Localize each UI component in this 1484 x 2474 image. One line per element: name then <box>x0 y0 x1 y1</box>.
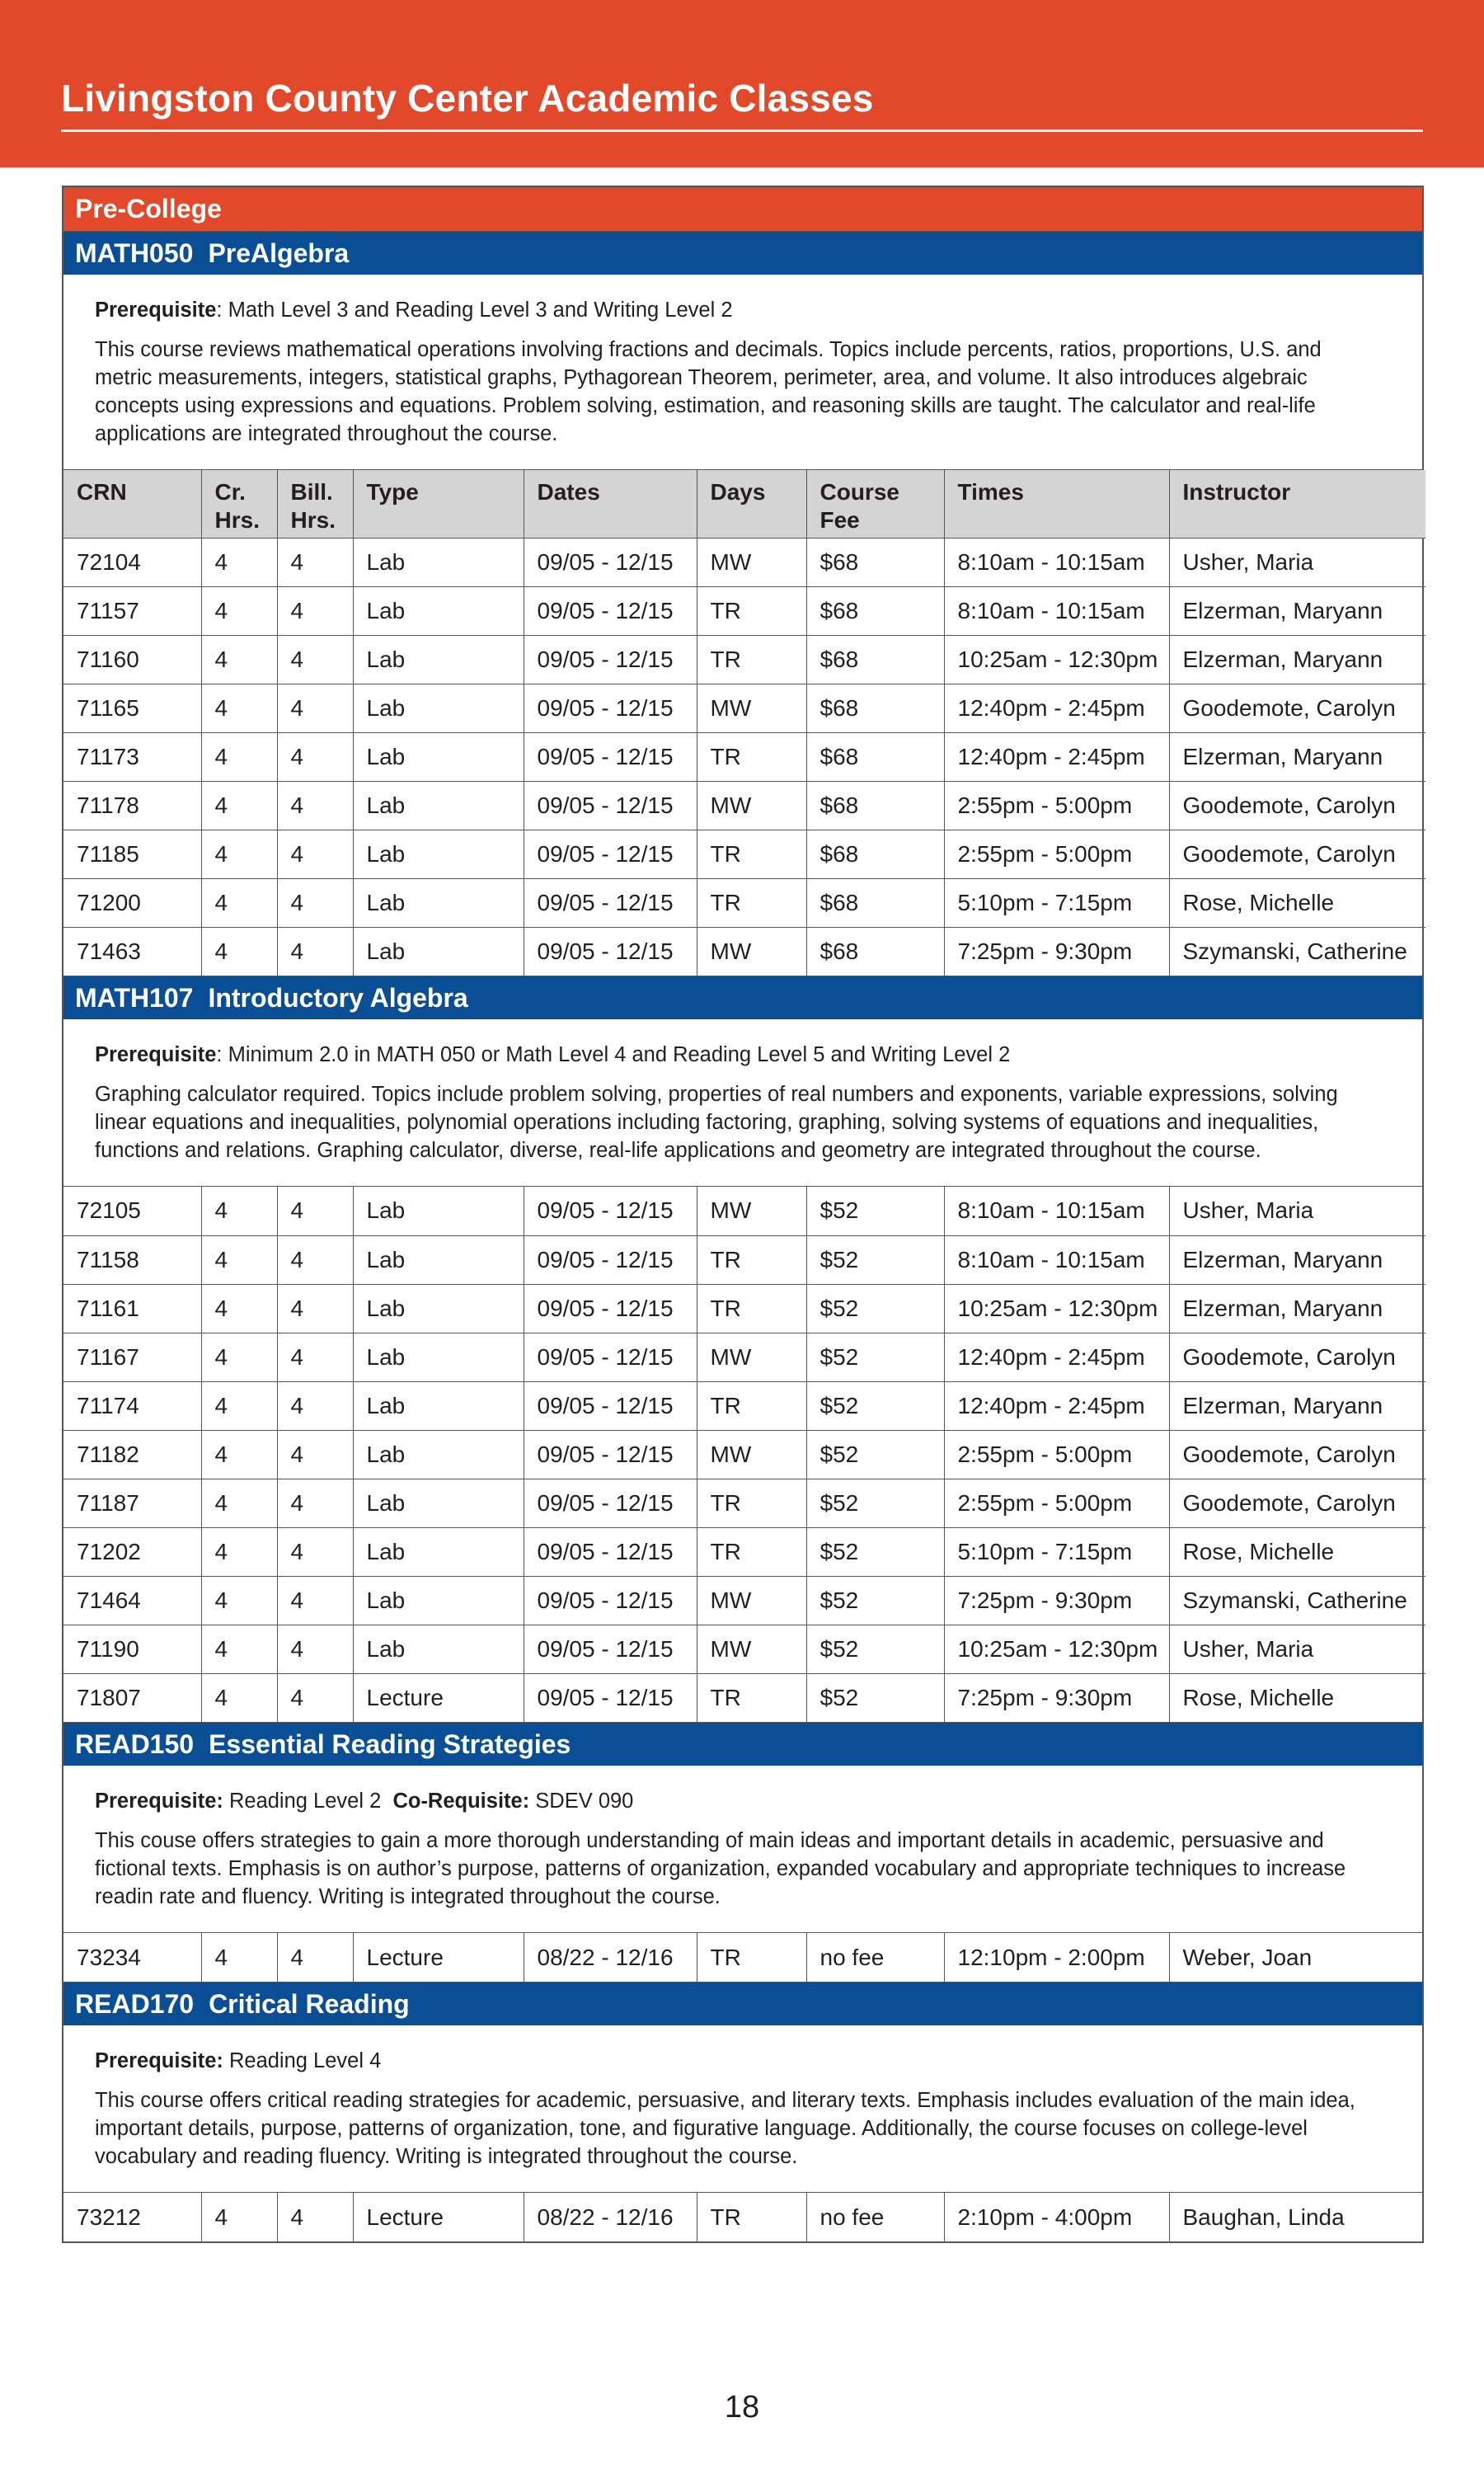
cell-cr-hrs: 4 <box>201 1333 277 1381</box>
table-row <box>63 1187 1425 1235</box>
cell-type: Lab <box>353 927 524 976</box>
cell-bill-hrs: 4 <box>277 1381 353 1430</box>
cell-type: Lab <box>353 538 524 586</box>
cell-days: TR <box>697 1479 806 1527</box>
cell-instructor: Goodemote, Carolyn <box>1169 684 1425 732</box>
cell-course-fee: $52 <box>806 1527 944 1576</box>
cell-bill-hrs: 4 <box>277 1625 353 1673</box>
section-table <box>63 2193 1425 2241</box>
cell-course-fee: $68 <box>806 927 944 976</box>
cell-type: Lab <box>353 1527 524 1576</box>
cell-dates: 09/05 - 12/15 <box>524 732 697 781</box>
cell-crn: 71187 <box>63 1479 201 1527</box>
cell-cr-hrs: 4 <box>201 781 277 830</box>
cell-bill-hrs: 4 <box>277 1527 353 1576</box>
prerequisite-label: Prerequisite <box>95 1043 217 1066</box>
course-code: MATH107 <box>75 983 194 1013</box>
cell-days: MW <box>697 684 806 732</box>
cell-course-fee: $52 <box>806 1479 944 1527</box>
table-row <box>63 1576 1425 1625</box>
cell-cr-hrs: 4 <box>201 1933 277 1982</box>
cell-instructor: Goodemote, Carolyn <box>1169 1430 1425 1479</box>
course-header <box>63 231 1422 275</box>
cell-dates: 09/05 - 12/15 <box>524 1333 697 1381</box>
cell-type: Lecture <box>353 1673 524 1722</box>
cell-dates: 09/05 - 12/15 <box>524 684 697 732</box>
table-row <box>63 1527 1425 1576</box>
cell-instructor: Rose, Michelle <box>1182 1684 1335 1710</box>
corequisite-label: Co-Requisite: <box>392 1790 530 1813</box>
table-row <box>63 878 1425 927</box>
cell-course-fee: $68 <box>806 781 944 830</box>
prerequisite-line <box>95 1041 1356 1069</box>
course-name: Introductory Algebra <box>208 983 468 1013</box>
table-row <box>63 1284 1425 1333</box>
cell-days: MW <box>697 1333 806 1381</box>
course-code: READ150 <box>75 1729 195 1759</box>
cell-crn: 73212 <box>63 2193 201 2241</box>
course-name: Essential Reading Strategies <box>209 1729 571 1759</box>
cell-crn: 71167 <box>63 1333 201 1381</box>
table-row <box>63 927 1425 976</box>
cell-course-fee: $68 <box>806 878 944 927</box>
cell-cr-hrs: 4 <box>201 1381 277 1430</box>
cell-cr-hrs: 4 <box>201 830 277 878</box>
section-table <box>63 1187 1425 1722</box>
cell-cr-hrs: 4 <box>201 586 277 635</box>
cell-bill-hrs: 4 <box>277 781 353 830</box>
table-row <box>63 1333 1425 1381</box>
cell-type: Lecture <box>353 1933 524 1982</box>
cell-bill-hrs: 4 <box>277 1430 353 1479</box>
cell-days: MW <box>697 1187 806 1235</box>
cell-dates: 09/05 - 12/15 <box>524 1625 697 1673</box>
table-row <box>63 830 1425 878</box>
cell-type: Lab <box>353 1284 524 1333</box>
cell-cr-hrs: 4 <box>201 1284 277 1333</box>
table-row <box>63 586 1425 635</box>
cell-type: Lab <box>353 684 524 732</box>
course-description-block <box>63 1019 1422 1187</box>
cell-cr-hrs: 4 <box>201 878 277 927</box>
cell-dates: 09/05 - 12/15 <box>524 1381 697 1430</box>
cell-instructor: Szymanski, Catherine <box>1169 1576 1425 1625</box>
cell-times: 7:25pm - 9:30pm <box>944 927 1169 976</box>
cell-days: TR <box>697 1673 806 1722</box>
cell-type: Lab <box>353 732 524 781</box>
cell-crn: 71161 <box>63 1284 201 1333</box>
cell-type: Lab <box>353 878 524 927</box>
cell-crn: 71165 <box>63 684 201 732</box>
cell-times: 10:25am - 12:30pm <box>944 1625 1169 1673</box>
cell-dates: 09/05 - 12/15 <box>524 586 697 635</box>
cell-course-fee: $68 <box>806 586 944 635</box>
cell-cr-hrs: 4 <box>201 1673 277 1722</box>
prerequisite-text: Reading Level 2 <box>223 1790 382 1813</box>
cell-bill-hrs: 4 <box>277 2193 353 2241</box>
cell-crn: 71157 <box>63 586 201 635</box>
cell-dates: 09/05 - 12/15 <box>524 781 697 830</box>
cell-crn: 71463 <box>63 927 201 976</box>
cell-course-fee: $52 <box>806 1430 944 1479</box>
cell-instructor: Rose, Michelle <box>1169 1527 1425 1576</box>
course-description-block <box>63 1766 1422 1933</box>
prerequisite-label: Prerequisite <box>95 299 217 322</box>
prerequisite-text: Reading Level 4 <box>223 2049 382 2072</box>
course-name: Critical Reading <box>209 1989 410 2019</box>
cell-days: TR <box>697 635 806 684</box>
cell-crn: 71200 <box>63 878 201 927</box>
cell-bill-hrs: 4 <box>277 878 353 927</box>
cell-instructor: Usher, Maria <box>1169 538 1425 586</box>
cell-crn: 71158 <box>63 1235 201 1284</box>
table-row <box>63 1625 1425 1673</box>
cell-cr-hrs: 4 <box>201 1625 277 1673</box>
table-row <box>63 1381 1425 1430</box>
cell-times: 7:25pm - 9:30pm <box>944 1673 1169 1722</box>
cell-course-fee: $52 <box>806 1381 944 1430</box>
cell-crn: 73234 <box>63 1933 201 1982</box>
prerequisite-line <box>95 2047 1356 2075</box>
cell-dates: 09/05 - 12/15 <box>524 1527 697 1576</box>
course-description: This course reviews mathematical operations involving fractions and decimals. Topics include percents, ratios, proportions, U.S. and metric measurements, integers, statistical graphs, Pythagorean Theorem, perimeter, area, and volume. It also introduces algebraic concepts using expressions and equations. Problem solving, estimation, and reasoning skills are taught. The calculator and real-life applications are integrated throughout the course. <box>95 338 1322 445</box>
cell-type: Lab <box>353 635 524 684</box>
column-header-days: Days <box>697 470 806 538</box>
cell-instructor: Elzerman, Maryann <box>1169 586 1425 635</box>
cell-dates: 09/05 - 12/15 <box>524 1576 697 1625</box>
course-description: This course offers critical reading strategies for academic, persuasive, and literary texts. Emphasis includes evaluation of the main idea, important details, purpose, patterns of organization, tone, and figurative language. Additionally, the course focuses on college-level vocabulary and reading fluency. Writing is integrated throughout the course. <box>95 2089 1355 2168</box>
cell-times: 7:25pm - 9:30pm <box>944 1576 1169 1625</box>
cell-times: 12:10pm - 2:00pm <box>944 1933 1169 1982</box>
prerequisite-line <box>95 1787 1356 1815</box>
cell-bill-hrs: 4 <box>277 635 353 684</box>
page-banner <box>0 0 1484 167</box>
cell-times: 12:40pm - 2:45pm <box>944 1381 1169 1430</box>
title-underline <box>61 129 1423 132</box>
cell-bill-hrs: 4 <box>277 538 353 586</box>
cell-course-fee: $52 <box>806 1284 944 1333</box>
table-row <box>63 1235 1425 1284</box>
cell-dates: 09/05 - 12/15 <box>524 830 697 878</box>
column-header-crn: CRN <box>63 470 201 538</box>
section-table <box>63 1933 1425 1982</box>
cell-times: 8:10am - 10:15am <box>944 1235 1169 1284</box>
cell-cr-hrs: 4 <box>201 538 277 586</box>
cell-dates: 08/22 - 12/16 <box>524 2193 697 2241</box>
cell-times: 2:55pm - 5:00pm <box>944 781 1169 830</box>
cell-instructor: Goodemote, Carolyn <box>1169 830 1425 878</box>
table-row <box>63 732 1425 781</box>
cell-days: MW <box>697 538 806 586</box>
cell-course-fee: $52 <box>806 1235 944 1284</box>
prerequisite-label: Prerequisite: <box>95 1790 223 1813</box>
page-number: 18 <box>724 2390 760 2425</box>
course-code: READ170 <box>75 1989 195 2019</box>
course-code: MATH050 <box>75 238 194 268</box>
cell-times: 12:40pm - 2:45pm <box>944 684 1169 732</box>
cell-days: MW <box>697 1625 806 1673</box>
cell-crn: 71190 <box>63 1625 201 1673</box>
cell-crn: 72104 <box>63 538 201 586</box>
cell-bill-hrs: 4 <box>277 586 353 635</box>
cell-instructor: Elzerman, Maryann <box>1169 732 1425 781</box>
cell-cr-hrs: 4 <box>201 1479 277 1527</box>
corequisite-text: SDEV 090 <box>529 1790 634 1813</box>
cell-crn: 71185 <box>63 830 201 878</box>
cell-dates: 08/22 - 12/16 <box>524 1933 697 1982</box>
cell-course-fee: no fee <box>806 2193 944 2241</box>
cell-bill-hrs: 4 <box>277 1284 353 1333</box>
cell-times: 8:10am - 10:15am <box>944 538 1169 586</box>
course-description: This couse offers strategies to gain a more thorough understanding of main ideas and important details in academic, persuasive and fictional texts. Emphasis is on author’s purpose, patterns of organization, expanded vocabulary and appropriate techniques to increase readin rate and fluency. Writing is integrated throughout the course. <box>95 1829 1346 1908</box>
cell-days: TR <box>697 586 806 635</box>
table-row <box>63 1430 1425 1479</box>
table-row <box>63 781 1425 830</box>
column-header-times: Times <box>944 470 1169 538</box>
cell-cr-hrs: 4 <box>201 927 277 976</box>
section-table <box>63 470 1425 976</box>
cell-days: MW <box>697 927 806 976</box>
cell-dates: 09/05 - 12/15 <box>524 1479 697 1527</box>
cell-type: Lab <box>353 1235 524 1284</box>
table-row <box>63 2193 1425 2241</box>
cell-type: Lab <box>353 586 524 635</box>
cell-cr-hrs: 4 <box>201 1527 277 1576</box>
table-row <box>63 684 1425 732</box>
cell-times: 2:10pm - 4:00pm <box>944 2193 1169 2241</box>
cell-course-fee: $68 <box>806 830 944 878</box>
cell-times: 5:10pm - 7:15pm <box>944 878 1169 927</box>
cell-bill-hrs: 4 <box>277 1576 353 1625</box>
cell-dates: 09/05 - 12/15 <box>524 1430 697 1479</box>
cell-crn: 72105 <box>63 1187 201 1235</box>
cell-days: MW <box>697 1430 806 1479</box>
cell-cr-hrs: 4 <box>201 1235 277 1284</box>
cell-bill-hrs: 4 <box>277 1333 353 1381</box>
cell-crn: 71173 <box>63 732 201 781</box>
cell-instructor: Goodemote, Carolyn <box>1169 781 1425 830</box>
cell-crn: 71178 <box>63 781 201 830</box>
cell-times: 10:25am - 12:30pm <box>944 635 1169 684</box>
table-row <box>63 538 1425 586</box>
cell-course-fee: $68 <box>806 684 944 732</box>
column-header-instructor: Instructor <box>1169 470 1425 538</box>
cell-times: 12:40pm - 2:45pm <box>944 1333 1169 1381</box>
page-title: Livingston County Center Academic Classes <box>61 77 874 120</box>
cell-instructor: Goodemote, Carolyn <box>1169 1333 1425 1381</box>
cell-times: 5:10pm - 7:15pm <box>944 1527 1169 1576</box>
cell-times: 2:55pm - 5:00pm <box>944 1479 1169 1527</box>
cell-instructor: Elzerman, Maryann <box>1169 1381 1425 1430</box>
table-row <box>63 1673 1425 1722</box>
cell-course-fee: $52 <box>806 1576 944 1625</box>
cell-cr-hrs: 4 <box>201 2193 277 2241</box>
cell-cr-hrs: 4 <box>201 1576 277 1625</box>
cell-cr-hrs: 4 <box>201 635 277 684</box>
cell-crn: 71182 <box>63 1430 201 1479</box>
cell-instructor: Weber, Joan <box>1182 1944 1313 1970</box>
cell-days: TR <box>697 732 806 781</box>
cell-type: Lab <box>353 1333 524 1381</box>
prerequisite-label: Prerequisite: <box>95 2049 223 2072</box>
cell-type: Lecture <box>353 2193 524 2241</box>
course-description-block <box>63 275 1422 470</box>
cell-course-fee: $52 <box>806 1187 944 1235</box>
cell-days: TR <box>697 2193 806 2241</box>
prerequisite-text: : Math Level 3 and Reading Level 3 and Writing Level 2 <box>216 299 733 322</box>
cell-days: TR <box>697 878 806 927</box>
cell-days: TR <box>697 830 806 878</box>
cell-bill-hrs: 4 <box>277 1187 353 1235</box>
cell-times: 8:10am - 10:15am <box>944 1187 1169 1235</box>
cell-course-fee: $52 <box>806 1673 944 1722</box>
cell-crn: 71202 <box>63 1527 201 1576</box>
cell-type: Lab <box>353 1430 524 1479</box>
column-header-course-fee: Course Fee <box>806 470 944 538</box>
cell-days: TR <box>697 1284 806 1333</box>
cell-dates: 09/05 - 12/15 <box>524 878 697 927</box>
cell-type: Lab <box>353 1625 524 1673</box>
course-header <box>63 1982 1422 2025</box>
cell-bill-hrs: 4 <box>277 1673 353 1722</box>
cell-instructor: Elzerman, Maryann <box>1169 1284 1425 1333</box>
course-description: Graphing calculator required. Topics include problem solving, properties of real numbers and exponents, variable expressions, solving linear equations and inequalities, polynomial operations including factoring, graphing, solving systems of equations and inequalities, functions and relations. Graphing calculator, diverse, real-life applications and geometry are integrated throughout the course. <box>95 1083 1338 1162</box>
cell-dates: 09/05 - 12/15 <box>524 538 697 586</box>
cell-type: Lab <box>353 1479 524 1527</box>
table-row <box>63 635 1425 684</box>
cell-crn: 71807 <box>63 1673 201 1722</box>
column-header-cr-hrs: Cr. Hrs. <box>201 470 277 538</box>
cell-times: 2:55pm - 5:00pm <box>944 1430 1169 1479</box>
cell-bill-hrs: 4 <box>277 1933 353 1982</box>
cell-times: 12:40pm - 2:45pm <box>944 732 1169 781</box>
cell-course-fee: $68 <box>806 635 944 684</box>
category-bar: Pre-College <box>63 187 1422 231</box>
cell-dates: 09/05 - 12/15 <box>524 1284 697 1333</box>
cell-instructor: Baughan, Linda <box>1182 2204 1345 2230</box>
cell-times: 10:25am - 12:30pm <box>944 1284 1169 1333</box>
course-description-block <box>63 2025 1422 2193</box>
cell-course-fee: $52 <box>806 1625 944 1673</box>
course-name: PreAlgebra <box>208 238 350 268</box>
cell-instructor: Szymanski, Catherine <box>1182 938 1407 964</box>
cell-course-fee: $68 <box>806 732 944 781</box>
cell-bill-hrs: 4 <box>277 732 353 781</box>
cell-instructor: Usher, Maria <box>1169 1625 1425 1673</box>
cell-days: TR <box>697 1381 806 1430</box>
cell-dates: 09/05 - 12/15 <box>524 1235 697 1284</box>
table-header-row <box>63 470 1425 538</box>
table-row <box>63 1933 1425 1982</box>
cell-cr-hrs: 4 <box>201 1430 277 1479</box>
cell-times: 2:55pm - 5:00pm <box>944 830 1169 878</box>
cell-days: TR <box>697 1933 806 1982</box>
prerequisite-text: : Minimum 2.0 in MATH 050 or Math Level 4 and Reading Level 5 and Writing Level 2 <box>216 1043 1011 1066</box>
cell-cr-hrs: 4 <box>201 684 277 732</box>
cell-instructor: Rose, Michelle <box>1169 878 1425 927</box>
cell-bill-hrs: 4 <box>277 1479 353 1527</box>
cell-bill-hrs: 4 <box>277 1235 353 1284</box>
cell-bill-hrs: 4 <box>277 927 353 976</box>
course-header <box>63 1722 1422 1766</box>
cell-type: Lab <box>353 1187 524 1235</box>
cell-bill-hrs: 4 <box>277 684 353 732</box>
cell-instructor: Elzerman, Maryann <box>1169 635 1425 684</box>
column-header-bill-hrs: Bill. Hrs. <box>277 470 353 538</box>
cell-dates: 09/05 - 12/15 <box>524 635 697 684</box>
cell-crn: 71160 <box>63 635 201 684</box>
cell-dates: 09/05 - 12/15 <box>524 1187 697 1235</box>
cell-dates: 09/05 - 12/15 <box>524 927 697 976</box>
table-row <box>63 1479 1425 1527</box>
cell-times: 8:10am - 10:15am <box>944 586 1169 635</box>
cell-type: Lab <box>353 830 524 878</box>
course-header <box>63 976 1422 1019</box>
cell-instructor: Elzerman, Maryann <box>1169 1235 1425 1284</box>
cell-type: Lab <box>353 781 524 830</box>
cell-instructor: Usher, Maria <box>1169 1187 1425 1235</box>
cell-bill-hrs: 4 <box>277 830 353 878</box>
cell-type: Lab <box>353 1381 524 1430</box>
cell-course-fee: $52 <box>806 1333 944 1381</box>
cell-instructor: Goodemote, Carolyn <box>1169 1479 1425 1527</box>
cell-days: MW <box>697 1576 806 1625</box>
column-header-dates: Dates <box>524 470 697 538</box>
cell-days: TR <box>697 1235 806 1284</box>
class-schedule <box>62 186 1424 2243</box>
cell-crn: 71464 <box>63 1576 201 1625</box>
cell-type: Lab <box>353 1576 524 1625</box>
cell-course-fee: no fee <box>806 1933 944 1982</box>
cell-course-fee: $68 <box>806 538 944 586</box>
column-header-type: Type <box>353 470 524 538</box>
cell-days: MW <box>697 781 806 830</box>
cell-cr-hrs: 4 <box>201 732 277 781</box>
cell-dates: 09/05 - 12/15 <box>524 1673 697 1722</box>
prerequisite-line <box>95 296 1356 324</box>
cell-crn: 71174 <box>63 1381 201 1430</box>
cell-days: TR <box>697 1527 806 1576</box>
cell-cr-hrs: 4 <box>201 1187 277 1235</box>
